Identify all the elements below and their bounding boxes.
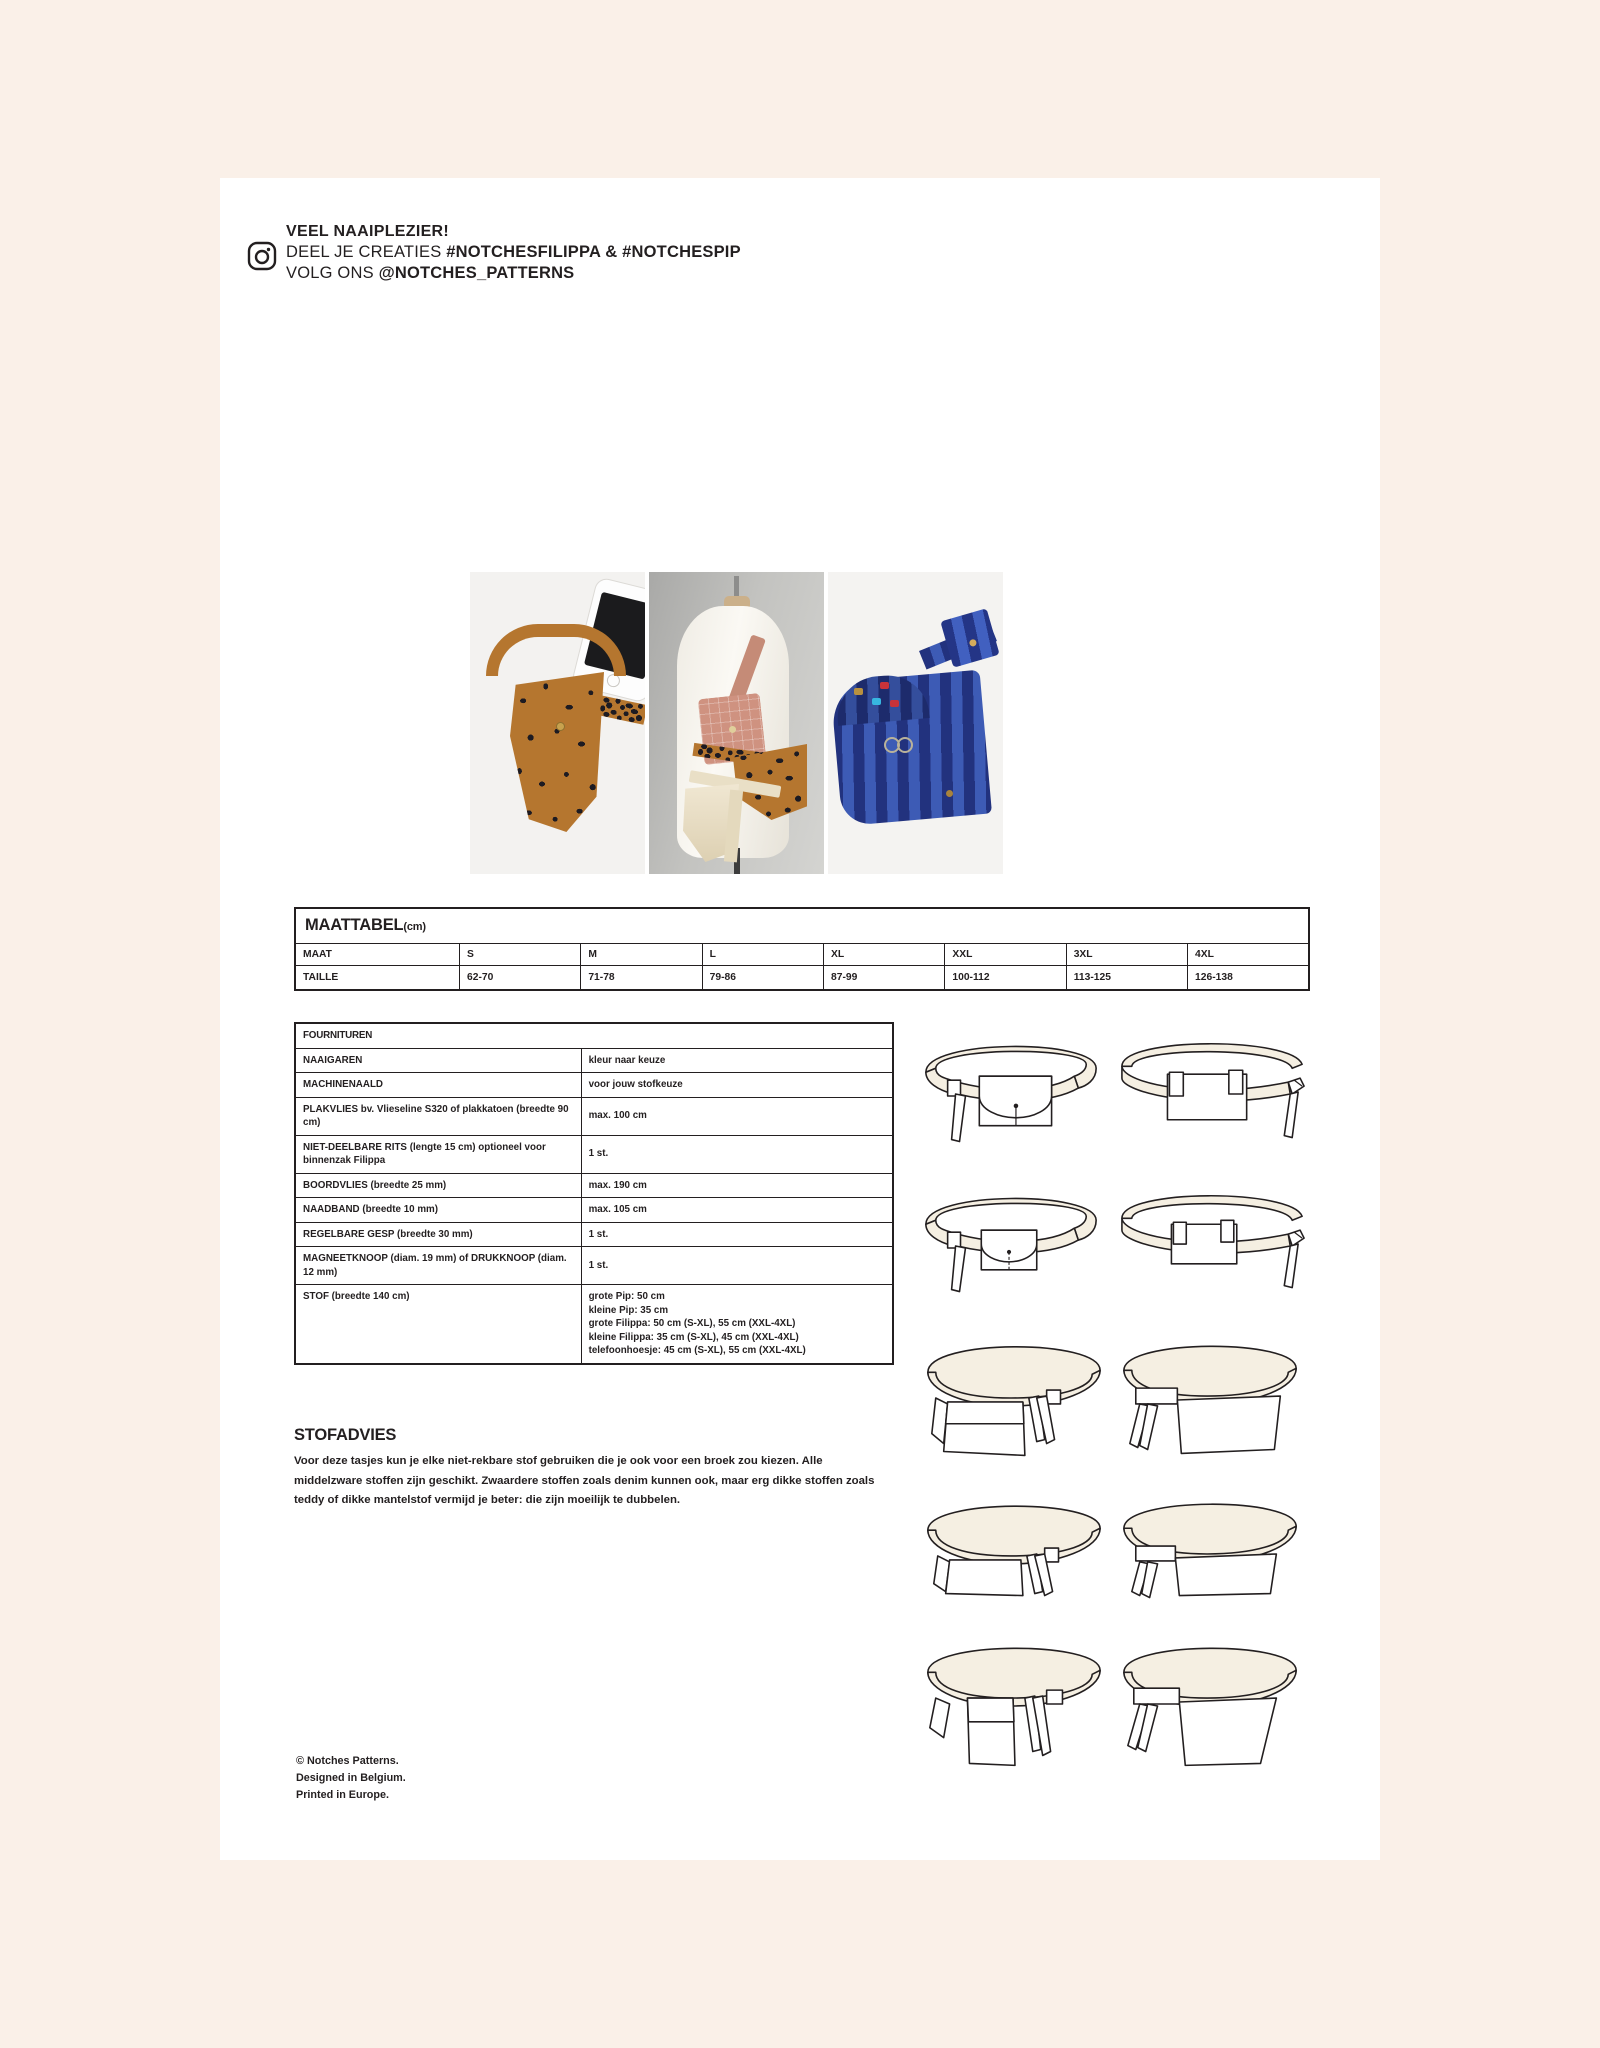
size-chart-cell: 79-86	[702, 966, 823, 990]
footer-copyright: © Notches Patterns.	[296, 1755, 399, 1767]
photo-mannequin-bags	[649, 572, 824, 874]
notions-title: FOURNITUREN	[295, 1023, 893, 1048]
notions-row	[295, 1073, 893, 1098]
drawing-grote-filippa-back	[1114, 1324, 1312, 1476]
scissors-icon	[884, 736, 912, 752]
notions-item-value: voor jouw stofkeuze	[581, 1073, 893, 1098]
size-chart-header-row	[295, 944, 1309, 966]
fabric-variant-label: kleine Filippa:	[588, 1331, 654, 1343]
notions-item-value: kleur naar keuze	[581, 1048, 893, 1073]
drawing-kleine-filippa-back	[1114, 1476, 1312, 1628]
notions-item-name	[295, 1222, 581, 1247]
photo-leopard-phone-holster	[470, 572, 645, 874]
fabric-variant-amount: 45 cm (S-XL), 55 cm (XXL-4XL)	[660, 1345, 806, 1357]
fabric-amount-line	[589, 1331, 885, 1345]
notions-item-name-bold: MAGNEETKNOOP	[303, 1253, 388, 1265]
drawing-grote-filippa-front	[912, 1324, 1110, 1476]
size-chart-cell: 113-125	[1066, 966, 1187, 990]
notion-item	[872, 698, 881, 705]
notions-row	[295, 1097, 893, 1135]
notions-item-name-rest: (breedte 25 mm)	[367, 1179, 447, 1191]
notions-item-name-rest: (diam. 19 mm) of DRUKKNOOP (diam. 12 mm)	[303, 1253, 567, 1278]
size-chart-unit: (cm)	[403, 921, 426, 933]
drawing-kleine-filippa-front	[912, 1476, 1110, 1628]
notions-item-value: 1 st.	[581, 1247, 893, 1285]
holster-pouch	[510, 672, 604, 832]
notions-title-row	[295, 1023, 893, 1048]
social-line-2-prefix: DEEL JE CREATIES	[286, 243, 447, 262]
notions-row	[295, 1135, 893, 1173]
size-chart-header-cell: 3XL	[1066, 944, 1187, 966]
drawing-kleine-pip-front	[912, 1172, 1110, 1324]
product-photo-gallery	[470, 572, 1003, 874]
notions-fabric-name-rest: (breedte 140 cm)	[328, 1291, 410, 1303]
document-footer	[296, 1753, 406, 1804]
drawing-grote-pip-front	[912, 1020, 1110, 1172]
size-chart-cell: 126-138	[1188, 966, 1309, 990]
size-chart-header-cell: M	[581, 944, 702, 966]
fabric-variant-amount: 35 cm	[637, 1304, 669, 1316]
size-chart-header-cell: S	[459, 944, 580, 966]
notions-item-name-bold: NAAIGAREN	[303, 1054, 363, 1066]
notions-item-name-rest: bv. Vlieseline S320 of plakkatoen (breedte 90 cm)	[303, 1103, 569, 1129]
size-chart-cell: 100-112	[945, 966, 1066, 990]
notions-item-value: max. 100 cm	[581, 1097, 893, 1135]
notions-item-name	[295, 1173, 581, 1198]
notions-row	[295, 1247, 893, 1285]
fabric-amount-line	[589, 1290, 885, 1304]
size-chart-title: MAATTABEL	[305, 916, 404, 934]
notions-fabric-row	[295, 1285, 893, 1364]
notions-item-name-bold: REGELBARE GESP	[303, 1228, 395, 1240]
social-line-2	[286, 242, 741, 263]
size-chart-cell: 71-78	[581, 966, 702, 990]
drawing-telefoonhoesje-front	[912, 1628, 1110, 1780]
drawing-grote-pip-back	[1114, 1020, 1312, 1172]
notions-item-value: 1 st.	[581, 1135, 893, 1173]
notions-item-name	[295, 1097, 581, 1135]
size-chart-header-cell: L	[702, 944, 823, 966]
snap-button	[556, 722, 565, 731]
notions-item-name-rest: (breedte 30 mm)	[394, 1228, 473, 1240]
fabric-amount-line	[589, 1317, 885, 1331]
photo-blue-striped-organizer	[828, 572, 1003, 874]
size-chart-row	[295, 966, 1309, 990]
notion-item	[880, 682, 889, 689]
fabric-advice-title: STOFADVIES	[294, 1426, 397, 1444]
notions-item-name-bold: NIET-DEELBARE RITS	[303, 1141, 407, 1153]
fabric-amount-line	[589, 1304, 885, 1318]
fabric-advice-section	[294, 1426, 894, 1511]
social-line-1: VEEL NAAIPLEZIER!	[286, 223, 450, 240]
size-chart-header-cell: MAAT	[295, 944, 459, 966]
size-chart-cell: 62-70	[459, 966, 580, 990]
footer-designed: Designed in Belgium.	[296, 1772, 406, 1785]
fabric-variant-label: telefoonhoesje:	[588, 1345, 661, 1357]
size-chart-title-cell	[295, 908, 1309, 944]
notions-fabric-name-bold: STOF	[303, 1291, 329, 1303]
social-line-3	[286, 263, 741, 284]
notions-item-name	[295, 1198, 581, 1223]
instagram-icon	[247, 241, 277, 271]
social-header	[247, 222, 741, 284]
fabric-variant-amount: 35 cm (S-XL), 45 cm (XXL-4XL)	[653, 1331, 799, 1343]
notions-row	[295, 1173, 893, 1198]
size-chart-title-row	[295, 908, 1309, 944]
size-chart-header-cell: 4XL	[1188, 944, 1309, 966]
fabric-variant-label: grote Pip:	[588, 1291, 635, 1303]
snap-button	[946, 790, 953, 797]
fabric-variant-label: kleine Pip:	[588, 1304, 638, 1316]
notions-item-name	[295, 1048, 581, 1073]
notions-row	[295, 1198, 893, 1223]
notions-item-name	[295, 1135, 581, 1173]
size-chart-table	[294, 907, 1310, 991]
notions-item-name-bold: NAADBAND	[303, 1204, 360, 1216]
notions-item-value: max. 190 cm	[581, 1173, 893, 1198]
notions-fabric-name	[295, 1285, 581, 1364]
notions-item-name	[295, 1247, 581, 1285]
notions-item-value: 1 st.	[581, 1222, 893, 1247]
drawing-telefoonhoesje-back	[1114, 1628, 1312, 1780]
notions-table	[294, 1022, 894, 1365]
technical-drawings	[912, 1020, 1312, 1780]
notions-row	[295, 1048, 893, 1073]
notions-item-value: max. 105 cm	[581, 1198, 893, 1223]
notion-item	[854, 688, 863, 695]
fabric-variant-label: grote Filippa:	[588, 1318, 651, 1330]
fabric-variant-amount: 50 cm	[634, 1291, 665, 1303]
social-line-2-hashtags: #NOTCHESFILIPPA & #NOTCHESPIP	[446, 243, 741, 262]
fabric-amount-line	[589, 1344, 885, 1358]
fabric-variant-amount: 50 cm (S-XL), 55 cm (XXL-4XL)	[650, 1318, 796, 1330]
fabric-advice-body: Voor deze tasjes kun je elke niet-rekbare stof gebruiken die je ook voor een broek zou kiezen. Alle middelzware stoffen zijn geschikt. Zwaardere stoffen zoals denim kunnen ook, maar erg dikke stoffen zoals teddy of dikke mantelstof vermijd je beter: die zijn moeilijk te dubbelen.	[294, 1455, 875, 1507]
notions-item-name-rest: (breedte 10 mm)	[359, 1204, 439, 1216]
notions-item-name-rest: (lengte 15 cm) optioneel voor binnenzak Filippa	[303, 1141, 546, 1167]
size-chart-header-cell: XXL	[945, 944, 1066, 966]
drawing-kleine-pip-back	[1114, 1172, 1312, 1324]
notion-item	[890, 700, 899, 707]
social-line-3-prefix: VOLG ONS	[286, 264, 379, 283]
size-chart-row-label: TAILLE	[295, 966, 459, 990]
size-chart-cell: 87-99	[824, 966, 945, 990]
size-chart-header-cell: XL	[824, 944, 945, 966]
social-line-3-handle: @NOTCHES_PATTERNS	[378, 264, 575, 283]
notions-item-name-bold: PLAKVLIES	[303, 1103, 358, 1115]
notions-fabric-values	[581, 1285, 893, 1364]
notions-row	[295, 1222, 893, 1247]
footer-printed: Printed in Europe.	[296, 1789, 389, 1802]
notions-item-name-bold: MACHINENAALD	[303, 1079, 384, 1091]
notions-item-name-bold: BOORDVLIES	[303, 1179, 368, 1191]
notions-item-name	[295, 1073, 581, 1098]
